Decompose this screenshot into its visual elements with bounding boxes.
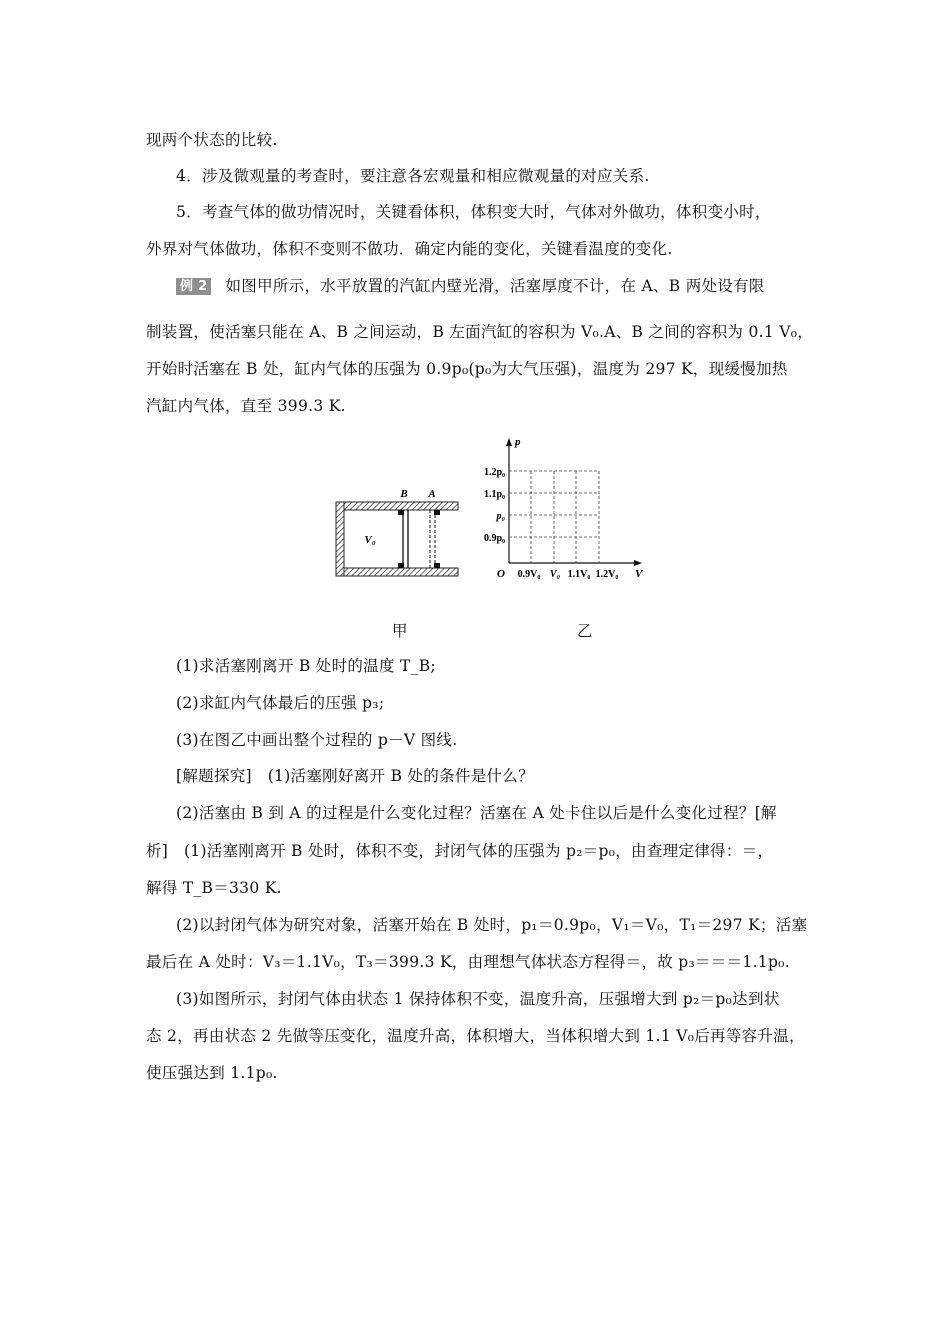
text-line: 解得 T_B＝330 K. [146,879,282,897]
caption-yi: 乙 [577,622,593,640]
x-tick-label: 1.2V₀ [595,569,619,580]
stop-B-top [398,510,404,515]
y-tick-label: 1.1p₀ [483,489,505,500]
text-line: 态 2，再由状态 2 先做等压变化，温度升高，体积增大，当体积增大到 1.1 V₀后再等容升温， [146,1027,805,1045]
grid [509,471,599,563]
label-A: A [428,488,436,500]
x-tick-label: 1.1V₀ [567,569,591,580]
y-tick-label: 1.2p₀ [483,467,505,478]
explore-line: [解题探究] (1)活塞刚好离开 B 处的条件是什么？ [176,767,534,785]
text-line: (2)以封闭气体为研究对象，活塞开始在 B 处时，p₁＝0.9p₀，V₁＝V₀，T₁＝297 K；活塞 [176,916,808,934]
text-line: (3)如图所示，封闭气体由状态 1 保持体积不变，温度升高，压强增大到 p₂＝p₀达到状 [176,990,780,1008]
cylinder-bottom-wall [336,568,458,576]
label-B: B [400,488,408,500]
caption-jia: 甲 [392,622,408,640]
text-line: 4．涉及微观量的考查时，要注意各宏观量和相应微观量的对应关系. [176,167,650,185]
question-2: (2)求缸内气体最后的压强 p₃; [176,694,385,712]
figure-cylinder [330,484,470,594]
text-line: 最后在 A 处时：V₃＝1.1V₀，T₃＝399.3 K，由理想气体状态方程得＝，故 p₃＝＝＝1.1p₀. [146,953,790,971]
question-3: (3)在图乙中画出整个过程的 p－V 图线. [176,731,458,749]
text-line: 5．考查气体的做功情况时，关键看体积，体积变大时，气体对外做功，体积变小时， [176,203,771,221]
text-line: 制装置，使活塞只能在 A、B 之间运动，B 左面汽缸的容积为 V₀.A、B 之间的容积为 0.1 V₀， [146,323,814,341]
example-line: 例 2 如图甲所示，水平放置的汽缸内壁光滑，活塞厚度不计，在 A、B 两处设有限 [176,276,765,296]
question-1: (1)求活塞刚离开 B 处时的温度 T_B; [176,657,436,675]
text-line: 使压强达到 1.1p₀. [146,1064,278,1082]
x-axis-label: V [635,568,643,580]
y-tick-label: 0.9p₀ [483,533,505,544]
stop-B-bottom [398,563,404,568]
text-line: 开始时活塞在 B 处，缸内气体的压强为 0.9p₀(p₀为大气压强)，温度为 297 K，现缓慢加热 [146,360,788,378]
x-tick-label: 0.9V₀ [517,569,541,580]
y-axis-label: p [515,436,521,448]
stop-A-bottom [434,563,440,568]
label-V0: V₀ [364,534,376,546]
x-tick-label: V₀ [549,569,561,580]
stop-A-top [434,510,440,515]
cylinder-top-wall [336,502,458,510]
analysis-line: 析] (1)活塞刚离开 B 处时，体积不变，封闭气体的压强为 p₂＝p₀，由查理定律得：＝， [146,842,774,860]
cylinder-left-wall [336,502,344,576]
text-line: 外界对气体做功，体积不变则不做功．确定内能的变化，关键看温度的变化. [146,240,673,258]
text-line: 现两个状态的比较. [146,131,278,149]
example-badge: 例 2 [176,278,211,295]
origin-label: O [497,568,505,580]
text-line: (2)活塞由 B 到 A 的过程是什么变化过程？活塞在 A 处卡住以后是什么变化过程？[解 [176,804,777,822]
y-tick-label: p₀ [496,511,505,522]
figure-pv-grid [474,436,644,586]
text-line: 汽缸内气体，直至 399.3 K. [146,397,346,415]
